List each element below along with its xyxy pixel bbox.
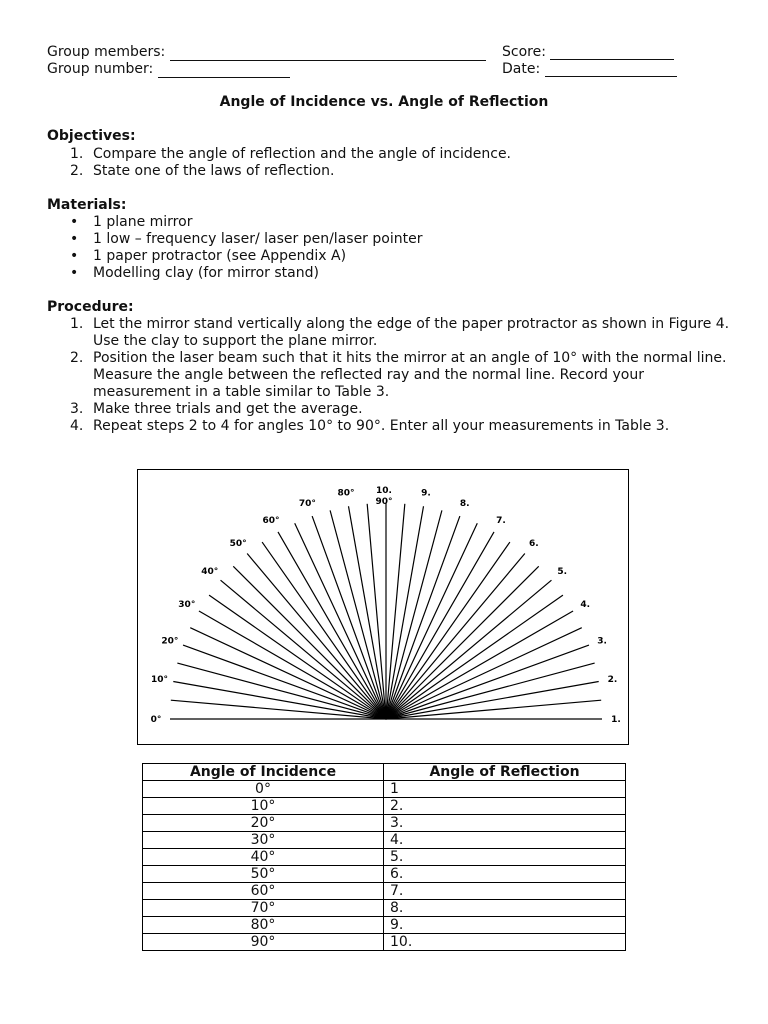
incidence-cell: 60° [143, 883, 384, 900]
incidence-cell: 30° [143, 832, 384, 849]
bullet-icon: • [70, 231, 79, 247]
protractor-ray [386, 700, 601, 719]
incidence-cell: 40° [143, 849, 384, 866]
protractor-ray [190, 628, 386, 719]
protractor-number-label: 3. [597, 636, 607, 647]
incidence-cell: 70° [143, 900, 384, 917]
incidence-cell: 80° [143, 917, 384, 934]
objective-item: 2. State one of the laws of reflection. [70, 163, 730, 180]
protractor-ray [386, 504, 405, 719]
group-number-row [47, 61, 290, 78]
protractor-number-label: 1. [611, 715, 621, 725]
protractor-number-label: 9. [421, 488, 431, 499]
protractor-degree-label: 90° [375, 497, 393, 507]
protractor-degree-label: 30° [178, 600, 196, 610]
incidence-cell: 90° [143, 934, 384, 951]
table-row [143, 866, 626, 883]
protractor-degree-label: 50° [229, 538, 247, 549]
protractor-degree-label: 70° [298, 498, 316, 509]
protractor-degree-label: 10° [150, 675, 169, 686]
material-item [70, 214, 730, 231]
incidence-cell: 20° [143, 815, 384, 832]
group-number-label: Group number: [47, 61, 154, 77]
reflection-cell[interactable]: 1 [384, 781, 626, 798]
protractor-figure [137, 469, 629, 745]
protractor-ray [386, 510, 442, 719]
material-item [70, 248, 730, 265]
material-item [70, 231, 730, 248]
protractor-ray [367, 504, 386, 719]
protractor-number-label: 7. [496, 515, 506, 526]
reflection-cell[interactable]: 9. [384, 917, 626, 934]
reflection-cell[interactable]: 8. [384, 900, 626, 917]
protractor-number-label: 10. [376, 486, 392, 496]
objective-item: 1. Compare the angle of reflection and the angle of incidence. [70, 146, 730, 163]
reflection-header: Angle of Reflection [384, 764, 626, 781]
incidence-cell: 50° [143, 866, 384, 883]
material-item [70, 265, 730, 282]
reflection-cell[interactable]: 4. [384, 832, 626, 849]
score-label: Score: [502, 44, 546, 60]
protractor-degree-label: 20° [161, 636, 179, 647]
procedure-text: Repeat steps 2 to 4 for angles 10° to 90°. Enter all your measurements in Table 3. [93, 418, 670, 434]
procedure-step: 4. Repeat steps 2 to 4 for angles 10° to 90°. Enter all your measurements in Table 3. [70, 418, 730, 435]
date-row [502, 61, 677, 77]
table-row [143, 798, 626, 815]
group-members-blank[interactable] [170, 46, 486, 61]
angle-table [142, 763, 626, 951]
table-row [143, 832, 626, 849]
protractor-diagram [138, 470, 628, 744]
procedure-heading: Procedure: [47, 299, 134, 315]
material-text: 1 low – frequency laser/ laser pen/laser pointer [93, 231, 423, 247]
procedure-text: Make three trials and get the average. [93, 401, 363, 417]
protractor-ray [177, 663, 386, 719]
table-row [143, 934, 626, 951]
protractor-ray [386, 663, 595, 719]
score-blank[interactable] [550, 45, 674, 60]
protractor-ray [171, 700, 386, 719]
material-text: 1 plane mirror [93, 214, 193, 230]
objective-text: State one of the laws of reflection. [93, 163, 335, 179]
objectives-heading: Objectives: [47, 128, 136, 144]
table-row [143, 917, 626, 934]
group-members-row [47, 44, 486, 61]
protractor-degree-label: 40° [201, 567, 219, 578]
table-row [143, 781, 626, 798]
protractor-degree-label: 80° [337, 488, 355, 499]
protractor-degree-label: 0° [150, 715, 162, 725]
incidence-cell: 10° [143, 798, 384, 815]
reflection-cell[interactable]: 2. [384, 798, 626, 815]
reflection-cell[interactable]: 10. [384, 934, 626, 951]
protractor-number-label: 8. [459, 498, 470, 509]
table-row [143, 815, 626, 832]
reflection-cell[interactable]: 5. [384, 849, 626, 866]
score-row [502, 44, 674, 60]
date-blank[interactable] [545, 62, 677, 77]
reflection-cell[interactable]: 6. [384, 866, 626, 883]
document-title: Angle of Incidence vs. Angle of Reflection [219, 94, 549, 110]
material-text: 1 paper protractor (see Appendix A) [93, 248, 347, 264]
protractor-number-label: 6. [528, 538, 539, 549]
table-row [143, 883, 626, 900]
bullet-icon: • [70, 214, 79, 230]
bullet-icon: • [70, 265, 79, 281]
material-text: Modelling clay (for mirror stand) [93, 265, 319, 281]
procedure-step: 1. Let the mirror stand vertically along the edge of the paper protractor as shown in Figure 4. Use the clay to support the plane mirror. [70, 316, 730, 349]
procedure-step: 2. Position the laser beam such that it hits the mirror at an angle of 10° with the normal line. Measure the angle between the reflected ray and the normal line. Record your measurement in a table similar to Table 3. [70, 350, 730, 401]
protractor-number-label: 2. [607, 675, 618, 686]
reflection-cell[interactable]: 7. [384, 883, 626, 900]
protractor-ray [386, 628, 582, 719]
incidence-cell: 0° [143, 781, 384, 798]
group-number-blank[interactable] [158, 63, 290, 78]
date-label: Date: [502, 61, 541, 77]
protractor-degree-label: 60° [262, 515, 280, 526]
procedure-step: 3. Make three trials and get the average. [70, 401, 730, 418]
protractor-ray [330, 510, 386, 719]
procedure-text: Position the laser beam such that it hits the mirror at an angle of 10° with the normal line. Measure the angle between the reflected ray and the normal line. Record your measurement in a table similar to Table 3. [93, 350, 727, 400]
incidence-header: Angle of Incidence [143, 764, 384, 781]
bullet-icon: • [70, 248, 79, 264]
table-row [143, 849, 626, 866]
procedure-text: Let the mirror stand vertically along the edge of the paper protractor as shown in Figure 4. Use the clay to support the plane mirror. [93, 316, 730, 349]
protractor-ray [386, 523, 477, 719]
protractor-ray [295, 523, 386, 719]
table-header-row [143, 764, 626, 781]
materials-heading: Materials: [47, 197, 127, 213]
protractor-number-label: 5. [557, 567, 568, 578]
protractor-number-label: 4. [580, 600, 591, 610]
group-members-label: Group members: [47, 44, 166, 60]
objective-text: Compare the angle of reflection and the angle of incidence. [93, 146, 512, 162]
table-row [143, 900, 626, 917]
reflection-cell[interactable]: 3. [384, 815, 626, 832]
